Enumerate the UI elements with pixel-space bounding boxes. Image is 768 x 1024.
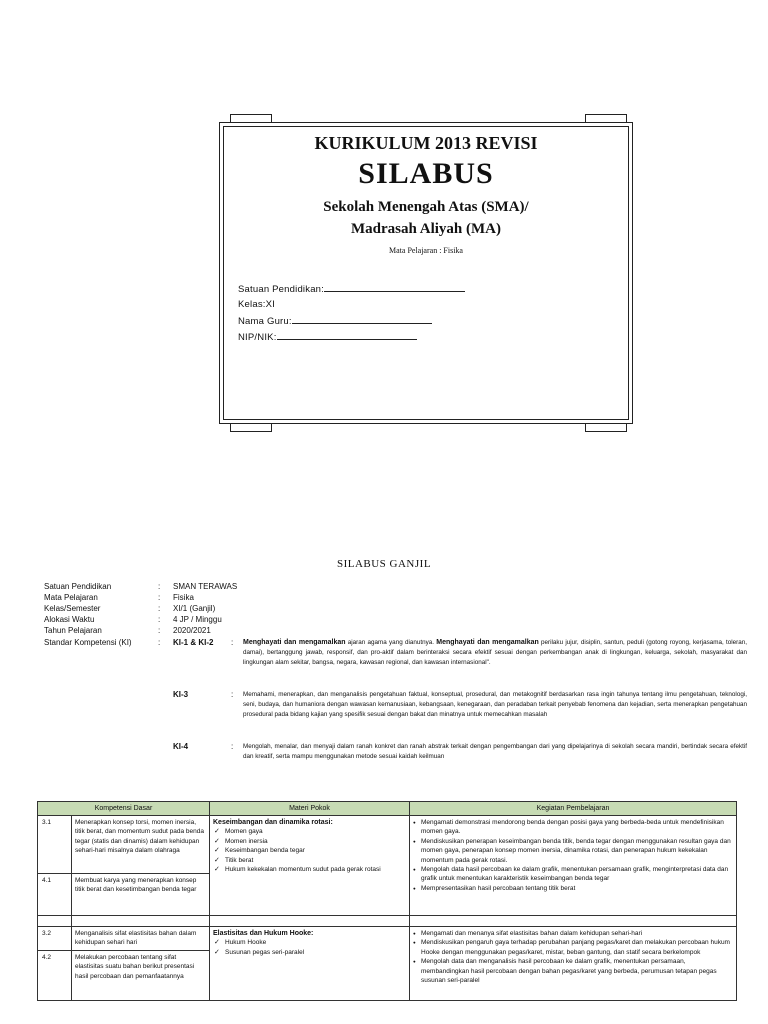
kd-number: 3.1 [38,816,72,874]
info-value: 4 JP / Minggu [173,615,222,624]
ki-text-part: ajaran agama yang dianutnya. [345,639,437,646]
cover-silabus-title: SILABUS [358,157,494,190]
cover-school-line1: Sekolah Menengah Atas (SMA)/ [323,199,529,215]
list-item: ✓ Keseimbangan benda tegar [213,846,406,855]
cover-frame [219,122,633,424]
kd-number: 3.2 [38,927,72,951]
info-colon: : [158,638,161,647]
frame-tab-bottom-right [585,424,627,432]
frame-tab-top-right [585,114,627,122]
field-nip-label: NIP/NIK: [238,332,277,343]
field-nip-line [277,331,417,340]
ki-label: KI-1 & KI-2 [173,638,214,647]
kegiatan-list [413,929,733,985]
list-item: ● Mendiskusikan penerapan keseimbangan benda titik, benda tegar dengan menggunakan resultan gaya dan momen gaya, penerapan konsep momen inersia, dinamika rotasi, dan penerapan hukum kekekalan momentum pada gerak rotasi. [413,837,733,865]
section-title: SILABUS GANJIL [336,558,432,570]
ki-colon: : [231,742,234,751]
syllabus-table [37,801,737,1001]
table-row [38,927,737,951]
list-item: ✓ Titik berat [213,856,406,865]
list-item: ● Mendiskusikan pengaruh gaya terhadap perubahan panjang pegas/karet dan melakukan percobaan hukum Hooke dengan menggunakan pegas/karet, mistar, beban gantung, dan statif secara berkelompok [413,938,733,957]
field-guru-label: Nama Guru: [238,316,292,327]
field-nama-guru [238,315,432,327]
ki-colon: : [231,638,234,647]
list-item: ● Mengamati demonstrasi mendorong benda dengan posisi gaya yang berbeda-beda untuk mendefinisikan momen gaya. [413,818,733,837]
field-nip [238,331,417,343]
info-colon: : [158,582,161,591]
cover-curriculum-title: KURIKULUM 2013 REVISI [314,133,538,153]
kd-text: Melakukan percobaan tentang sifat elastisitas suatu bahan berikut presentasi hasil percobaan dan pemanfaatannya [72,951,210,1001]
frame-tab-bottom-left [230,424,272,432]
ki-text: Memahami, menerapkan, dan menganalisis pengetahuan faktual, konseptual, prosedural, dan metakognitif berdasarkan rasa ingin tahunya tentang ilmu pengetahuan, teknologi, seni, budaya, dan humaniora dengan wawasan kemanusiaan, kebangsaan, kenegaraan, dan peradaban terkait penyebab fenomena dan kejadian, serta menerapkan pengetahuan prosedural pada bidang kajian yang spesifik sesuai dengan bakat dan minatnya untuk memecahkan masalah [243,691,747,719]
kegiatan-list [413,818,733,893]
list-item: ✓ Momen inersia [213,837,406,846]
info-value: SMAN TERAWAS [173,582,238,591]
ki-bold: Menghayati dan mengamalkan [436,639,539,646]
info-label: Tahun Pelajaran [44,626,102,635]
list-item: ✓ Hukum kekekalan momentum sudut pada gerak rotasi [213,865,406,874]
ki-colon: : [231,690,234,699]
list-item: ✓ Momen gaya [213,827,406,836]
materi-cell [210,927,410,1001]
info-value: XI/1 (Ganjil) [173,604,216,613]
list-item: ✓ Susunan pegas seri-paralel [213,948,406,957]
kd-text: Menganalisis sifat elastisitas bahan dalam kehidupan sehari hari [72,927,210,951]
kd-text: Menerapkan konsep torsi, momen inersia, titik berat, dan momentum sudut pada benda tegar (statis dan dinamis) dalam kehidupan sehari-hari misalnya dalam olahraga [72,816,210,874]
field-satuan-label: Satuan Pendidikan: [238,284,324,295]
kd-number: 4.2 [38,951,72,1001]
list-item: ● Mempresentasikan hasil percobaan tentang titik berat [413,884,733,893]
field-kelas [238,299,275,310]
info-colon: : [158,626,161,635]
list-item: ● Mengamati dan menanya sifat elastisitas bahan dalam kehidupan sehari-hari [413,929,733,938]
field-kelas-label: Kelas:XI [238,299,275,310]
header-kegiatan-pembelajaran: Kegiatan Pembelajaran [410,802,737,816]
field-guru-line [292,315,432,324]
info-colon: : [158,593,161,602]
list-item: ✓ Hukum Hooke [213,938,406,947]
info-label: Mata Pelajaran [44,593,98,602]
info-colon: : [158,604,161,613]
materi-title: Elastisitas dan Hukum Hooke: [213,930,314,937]
field-satuan-line [324,283,465,292]
header-materi-pokok: Materi Pokok [210,802,410,816]
materi-list [213,938,406,957]
info-label: Satuan Pendidikan [44,582,112,591]
kegiatan-cell [410,927,737,1001]
table-row [38,816,737,874]
list-item: ● Mengolah data hasil percobaan ke dalam grafik, menentukan persamaan grafik, menginterpretasi data dan grafik untuk menentukan karakteristik keseimbangan benda tegar [413,865,733,884]
ki-bold: Menghayati dan mengamalkan [243,639,346,646]
spacer-cell [210,916,410,927]
spacer-cell [410,916,737,927]
cover-school-line2: Madrasah Aliyah (MA) [351,221,501,237]
info-value: Fisika [173,593,194,602]
ki-text-part: perilaku jujur, disiplin, santun, peduli (gotong royong, kerjasama, toleran, damai), bertanggung jawab, responsif, dan pro-aktif dalam berinteraksi secara efektif sesuai dengan perkembangan anak di lingkungan, keluarga, sekolah, masyarakat dan lingkungan alam sekitar, bangsa, negara, kawasan regional, dan kawasan internasional". [243,639,747,667]
header-kompetensi-dasar: Kompetensi Dasar [38,802,210,816]
ki-text: Mengolah, menalar, dan menyaji dalam ranah konkret dan ranah abstrak terkait dengan pengembangan dari yang dipelajarinya di sekolah secara mandiri, bertindak secara efektif dan kreatif, serta mampu menggunakan metode sesuai kaidah keilmuan [243,743,747,761]
spacer-cell [72,916,210,927]
materi-cell [210,816,410,916]
info-label: Kelas/Semester [44,604,101,613]
kd-number: 4.1 [38,874,72,916]
info-colon: : [158,615,161,624]
table-header-row [38,802,737,816]
materi-list [213,827,406,874]
ki-label: KI-3 [173,690,189,699]
cover-subject: Mata Pelajaran : Fisika [389,246,463,255]
info-value: 2020/2021 [173,626,211,635]
info-label: Standar Kompetensi (KI) [44,638,132,647]
info-label: Alokasi Waktu [44,615,95,624]
frame-tab-top-left [230,114,272,122]
kegiatan-cell [410,816,737,916]
materi-title: Keseimbangan dan dinamika rotasi: [213,819,333,826]
field-satuan-pendidikan [238,283,465,295]
kd-text: Membuat karya yang menerapkan konsep titik berat dan kesetimbangan benda tegar [72,874,210,916]
list-item: ● Mengolah data dan menganalisis hasil percobaan ke dalam grafik, menentukan persamaan, membandingkan hasil percobaan dengan bahan pegas/karet yang berbeda, perumusan tetapan pegas susunan seri-paralel [413,957,733,985]
table-spacer-row [38,916,737,927]
ki-text [243,638,747,669]
spacer-cell [38,916,72,927]
ki-label: KI-4 [173,742,189,751]
